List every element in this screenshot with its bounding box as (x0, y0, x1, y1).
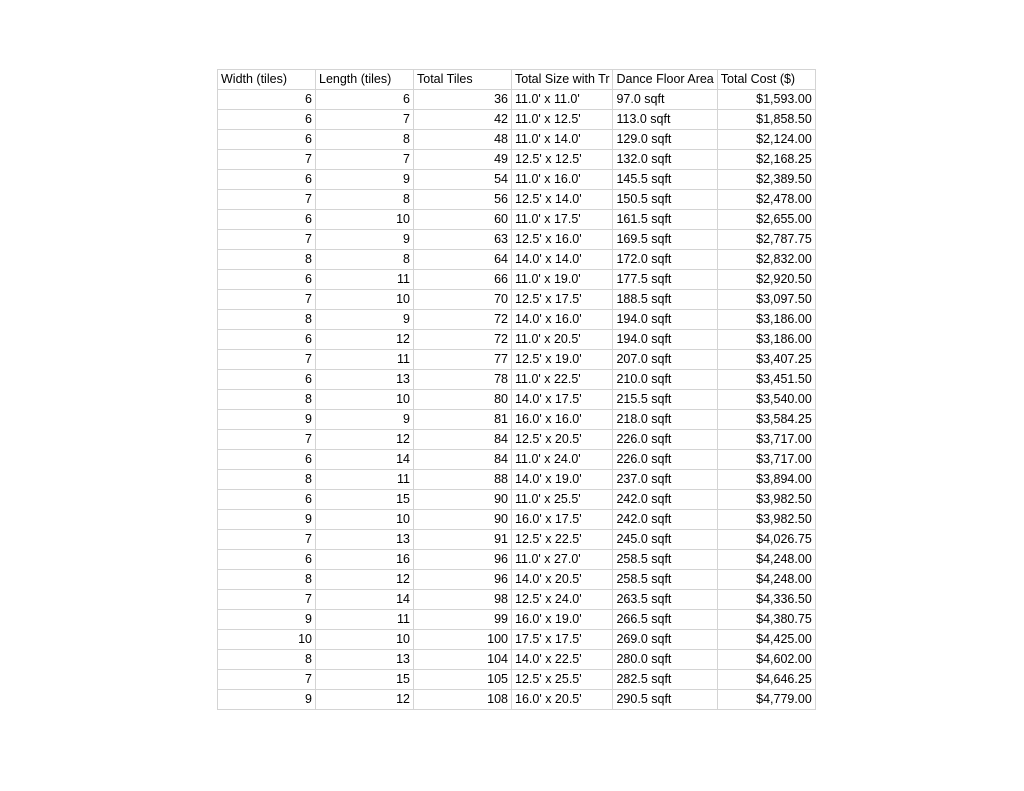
cell-total-size: 12.5' x 12.5' (512, 150, 613, 170)
table-row (218, 110, 816, 130)
cell-total-tiles: 84 (414, 450, 512, 470)
cell-total-cost: $2,787.75 (717, 230, 815, 250)
table-row (218, 590, 816, 610)
cell-total-size: 11.0' x 20.5' (512, 330, 613, 350)
cell-total-cost: $2,478.00 (717, 190, 815, 210)
cell-total-tiles: 60 (414, 210, 512, 230)
cell-length-tiles: 7 (316, 110, 414, 130)
cell-total-cost: $3,186.00 (717, 330, 815, 350)
table-row (218, 630, 816, 650)
cell-total-size: 12.5' x 16.0' (512, 230, 613, 250)
cell-width-tiles: 6 (218, 210, 316, 230)
table-body (218, 90, 816, 710)
cell-width-tiles: 8 (218, 570, 316, 590)
table-row (218, 250, 816, 270)
cell-length-tiles: 10 (316, 630, 414, 650)
cell-dance-floor-area: 97.0 sqft (613, 90, 717, 110)
cell-dance-floor-area: 194.0 sqft (613, 310, 717, 330)
table-row (218, 330, 816, 350)
cell-length-tiles: 12 (316, 570, 414, 590)
table-row (218, 410, 816, 430)
cell-total-size: 11.0' x 12.5' (512, 110, 613, 130)
cell-total-size: 11.0' x 11.0' (512, 90, 613, 110)
cell-total-cost: $3,584.25 (717, 410, 815, 430)
cell-total-size: 12.5' x 20.5' (512, 430, 613, 450)
dance-floor-table (217, 69, 816, 710)
cell-length-tiles: 11 (316, 350, 414, 370)
cell-total-tiles: 78 (414, 370, 512, 390)
cell-total-cost: $3,982.50 (717, 490, 815, 510)
cell-length-tiles: 13 (316, 530, 414, 550)
cell-total-tiles: 91 (414, 530, 512, 550)
header-total-size: Total Size with Tr (512, 70, 613, 90)
cell-length-tiles: 12 (316, 430, 414, 450)
cell-dance-floor-area: 210.0 sqft (613, 370, 717, 390)
cell-total-size: 12.5' x 24.0' (512, 590, 613, 610)
cell-dance-floor-area: 169.5 sqft (613, 230, 717, 250)
cell-total-size: 14.0' x 22.5' (512, 650, 613, 670)
table-row (218, 570, 816, 590)
cell-dance-floor-area: 215.5 sqft (613, 390, 717, 410)
header-length-tiles: Length (tiles) (316, 70, 414, 90)
table-row (218, 650, 816, 670)
cell-width-tiles: 8 (218, 470, 316, 490)
cell-length-tiles: 14 (316, 590, 414, 610)
table-row (218, 370, 816, 390)
cell-total-tiles: 84 (414, 430, 512, 450)
cell-length-tiles: 10 (316, 290, 414, 310)
cell-total-tiles: 42 (414, 110, 512, 130)
cell-total-size: 12.5' x 19.0' (512, 350, 613, 370)
table-row (218, 530, 816, 550)
cell-total-cost: $4,602.00 (717, 650, 815, 670)
cell-total-tiles: 54 (414, 170, 512, 190)
cell-total-cost: $4,646.25 (717, 670, 815, 690)
cell-length-tiles: 11 (316, 470, 414, 490)
cell-width-tiles: 6 (218, 330, 316, 350)
cell-total-cost: $4,026.75 (717, 530, 815, 550)
cell-dance-floor-area: 177.5 sqft (613, 270, 717, 290)
cell-width-tiles: 6 (218, 130, 316, 150)
table-row (218, 310, 816, 330)
cell-width-tiles: 7 (218, 150, 316, 170)
cell-dance-floor-area: 113.0 sqft (613, 110, 717, 130)
cell-total-tiles: 99 (414, 610, 512, 630)
cell-total-size: 12.5' x 14.0' (512, 190, 613, 210)
cell-length-tiles: 13 (316, 650, 414, 670)
cell-total-size: 17.5' x 17.5' (512, 630, 613, 650)
cell-width-tiles: 10 (218, 630, 316, 650)
cell-total-tiles: 96 (414, 550, 512, 570)
cell-total-cost: $3,407.25 (717, 350, 815, 370)
cell-dance-floor-area: 226.0 sqft (613, 450, 717, 470)
cell-total-cost: $1,593.00 (717, 90, 815, 110)
cell-length-tiles: 8 (316, 190, 414, 210)
cell-width-tiles: 6 (218, 110, 316, 130)
cell-total-tiles: 80 (414, 390, 512, 410)
cell-total-tiles: 88 (414, 470, 512, 490)
cell-width-tiles: 7 (218, 670, 316, 690)
cell-width-tiles: 6 (218, 370, 316, 390)
cell-total-size: 11.0' x 14.0' (512, 130, 613, 150)
cell-total-tiles: 90 (414, 490, 512, 510)
header-width-tiles: Width (tiles) (218, 70, 316, 90)
table-row (218, 490, 816, 510)
cell-total-tiles: 48 (414, 130, 512, 150)
cell-length-tiles: 10 (316, 210, 414, 230)
cell-length-tiles: 8 (316, 250, 414, 270)
cell-dance-floor-area: 145.5 sqft (613, 170, 717, 190)
cell-total-tiles: 77 (414, 350, 512, 370)
cell-total-size: 14.0' x 14.0' (512, 250, 613, 270)
table-header (218, 70, 816, 90)
cell-length-tiles: 8 (316, 130, 414, 150)
cell-length-tiles: 7 (316, 150, 414, 170)
table-row (218, 510, 816, 530)
cell-total-size: 12.5' x 17.5' (512, 290, 613, 310)
cell-length-tiles: 14 (316, 450, 414, 470)
cell-total-size: 16.0' x 17.5' (512, 510, 613, 530)
cell-width-tiles: 7 (218, 590, 316, 610)
cell-length-tiles: 12 (316, 690, 414, 710)
cell-width-tiles: 7 (218, 350, 316, 370)
cell-length-tiles: 10 (316, 390, 414, 410)
header-row (218, 70, 816, 90)
cell-width-tiles: 9 (218, 610, 316, 630)
cell-length-tiles: 9 (316, 310, 414, 330)
cell-total-size: 14.0' x 20.5' (512, 570, 613, 590)
cell-total-tiles: 72 (414, 310, 512, 330)
header-total-cost: Total Cost ($) (717, 70, 815, 90)
cell-dance-floor-area: 132.0 sqft (613, 150, 717, 170)
cell-dance-floor-area: 280.0 sqft (613, 650, 717, 670)
cell-dance-floor-area: 242.0 sqft (613, 510, 717, 530)
cell-total-cost: $3,717.00 (717, 450, 815, 470)
table-row (218, 230, 816, 250)
cell-dance-floor-area: 150.5 sqft (613, 190, 717, 210)
cell-dance-floor-area: 258.5 sqft (613, 550, 717, 570)
cell-length-tiles: 12 (316, 330, 414, 350)
cell-length-tiles: 9 (316, 170, 414, 190)
cell-total-tiles: 36 (414, 90, 512, 110)
cell-total-tiles: 72 (414, 330, 512, 350)
cell-total-cost: $3,894.00 (717, 470, 815, 490)
cell-width-tiles: 9 (218, 510, 316, 530)
cell-total-tiles: 81 (414, 410, 512, 430)
cell-total-tiles: 63 (414, 230, 512, 250)
table-row (218, 190, 816, 210)
cell-total-size: 11.0' x 19.0' (512, 270, 613, 290)
cell-total-tiles: 108 (414, 690, 512, 710)
cell-total-size: 14.0' x 19.0' (512, 470, 613, 490)
cell-width-tiles: 8 (218, 650, 316, 670)
cell-dance-floor-area: 282.5 sqft (613, 670, 717, 690)
cell-total-size: 11.0' x 27.0' (512, 550, 613, 570)
cell-total-size: 11.0' x 22.5' (512, 370, 613, 390)
table-row (218, 350, 816, 370)
cell-total-size: 11.0' x 16.0' (512, 170, 613, 190)
cell-width-tiles: 6 (218, 450, 316, 470)
cell-width-tiles: 8 (218, 390, 316, 410)
cell-total-cost: $1,858.50 (717, 110, 815, 130)
cell-width-tiles: 6 (218, 270, 316, 290)
cell-length-tiles: 6 (316, 90, 414, 110)
cell-length-tiles: 9 (316, 410, 414, 430)
cell-total-tiles: 96 (414, 570, 512, 590)
cell-total-cost: $4,336.50 (717, 590, 815, 610)
cell-width-tiles: 7 (218, 530, 316, 550)
table-row (218, 90, 816, 110)
cell-dance-floor-area: 194.0 sqft (613, 330, 717, 350)
cell-total-tiles: 56 (414, 190, 512, 210)
table-row (218, 470, 816, 490)
cell-dance-floor-area: 266.5 sqft (613, 610, 717, 630)
cell-total-size: 12.5' x 22.5' (512, 530, 613, 550)
cell-total-tiles: 64 (414, 250, 512, 270)
cell-total-size: 16.0' x 16.0' (512, 410, 613, 430)
cell-total-cost: $3,451.50 (717, 370, 815, 390)
cell-width-tiles: 8 (218, 250, 316, 270)
cell-total-cost: $2,389.50 (717, 170, 815, 190)
cell-total-size: 12.5' x 25.5' (512, 670, 613, 690)
table-row (218, 150, 816, 170)
cell-dance-floor-area: 245.0 sqft (613, 530, 717, 550)
table-row (218, 450, 816, 470)
cell-dance-floor-area: 237.0 sqft (613, 470, 717, 490)
cell-length-tiles: 11 (316, 610, 414, 630)
cell-total-size: 14.0' x 17.5' (512, 390, 613, 410)
cell-total-cost: $2,655.00 (717, 210, 815, 230)
table-row (218, 210, 816, 230)
cell-total-cost: $3,540.00 (717, 390, 815, 410)
cell-width-tiles: 7 (218, 230, 316, 250)
cell-total-cost: $2,124.00 (717, 130, 815, 150)
cell-dance-floor-area: 242.0 sqft (613, 490, 717, 510)
cell-total-size: 11.0' x 25.5' (512, 490, 613, 510)
cell-total-size: 11.0' x 17.5' (512, 210, 613, 230)
cell-total-cost: $2,832.00 (717, 250, 815, 270)
cell-total-tiles: 90 (414, 510, 512, 530)
cell-total-tiles: 66 (414, 270, 512, 290)
cell-width-tiles: 6 (218, 550, 316, 570)
cell-total-cost: $4,380.75 (717, 610, 815, 630)
table-row (218, 290, 816, 310)
cell-length-tiles: 15 (316, 490, 414, 510)
cell-width-tiles: 7 (218, 190, 316, 210)
cell-dance-floor-area: 161.5 sqft (613, 210, 717, 230)
cell-width-tiles: 6 (218, 170, 316, 190)
cell-total-cost: $2,168.25 (717, 150, 815, 170)
cell-total-size: 16.0' x 20.5' (512, 690, 613, 710)
cell-dance-floor-area: 172.0 sqft (613, 250, 717, 270)
cell-total-cost: $4,248.00 (717, 550, 815, 570)
cell-dance-floor-area: 207.0 sqft (613, 350, 717, 370)
cell-width-tiles: 9 (218, 410, 316, 430)
table-row (218, 130, 816, 150)
cell-total-tiles: 49 (414, 150, 512, 170)
cell-total-tiles: 98 (414, 590, 512, 610)
cell-total-cost: $4,248.00 (717, 570, 815, 590)
cell-length-tiles: 15 (316, 670, 414, 690)
cell-total-tiles: 100 (414, 630, 512, 650)
cell-length-tiles: 13 (316, 370, 414, 390)
cell-length-tiles: 11 (316, 270, 414, 290)
table-row (218, 690, 816, 710)
cell-width-tiles: 8 (218, 310, 316, 330)
cell-width-tiles: 6 (218, 490, 316, 510)
table-row (218, 430, 816, 450)
cell-length-tiles: 10 (316, 510, 414, 530)
cell-dance-floor-area: 226.0 sqft (613, 430, 717, 450)
cell-dance-floor-area: 188.5 sqft (613, 290, 717, 310)
cell-total-tiles: 70 (414, 290, 512, 310)
header-dance-floor-area: Dance Floor Area (613, 70, 717, 90)
cell-total-tiles: 105 (414, 670, 512, 690)
cell-total-cost: $3,186.00 (717, 310, 815, 330)
cell-total-cost: $3,717.00 (717, 430, 815, 450)
cell-total-size: 14.0' x 16.0' (512, 310, 613, 330)
cell-total-cost: $4,425.00 (717, 630, 815, 650)
table-row (218, 550, 816, 570)
table-row (218, 170, 816, 190)
table-row (218, 390, 816, 410)
cell-dance-floor-area: 129.0 sqft (613, 130, 717, 150)
cell-dance-floor-area: 269.0 sqft (613, 630, 717, 650)
table-row (218, 670, 816, 690)
cell-width-tiles: 7 (218, 430, 316, 450)
cell-dance-floor-area: 218.0 sqft (613, 410, 717, 430)
cell-length-tiles: 16 (316, 550, 414, 570)
cell-width-tiles: 7 (218, 290, 316, 310)
cell-width-tiles: 9 (218, 690, 316, 710)
cell-total-tiles: 104 (414, 650, 512, 670)
cell-total-cost: $2,920.50 (717, 270, 815, 290)
cell-total-size: 16.0' x 19.0' (512, 610, 613, 630)
cell-width-tiles: 6 (218, 90, 316, 110)
header-total-tiles: Total Tiles (414, 70, 512, 90)
table-row (218, 270, 816, 290)
cell-total-size: 11.0' x 24.0' (512, 450, 613, 470)
cell-total-cost: $3,097.50 (717, 290, 815, 310)
table-row (218, 610, 816, 630)
cell-dance-floor-area: 258.5 sqft (613, 570, 717, 590)
cell-total-cost: $4,779.00 (717, 690, 815, 710)
cell-dance-floor-area: 290.5 sqft (613, 690, 717, 710)
cell-total-cost: $3,982.50 (717, 510, 815, 530)
cell-length-tiles: 9 (316, 230, 414, 250)
cell-dance-floor-area: 263.5 sqft (613, 590, 717, 610)
